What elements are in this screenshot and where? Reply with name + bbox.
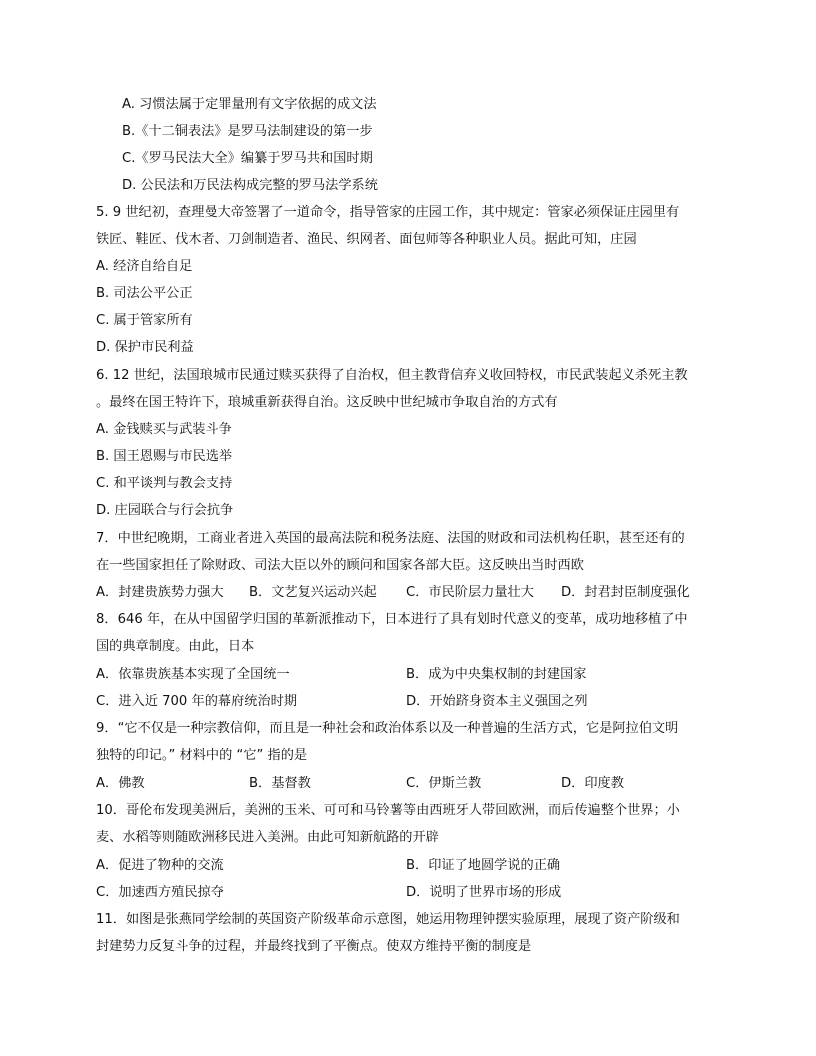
q5-option-b: B. 司法公平公正: [96, 286, 193, 301]
q8-option-a: A．依靠贵族基本实现了全国统一: [96, 667, 290, 682]
q9-option-a: A．佛教: [96, 776, 145, 791]
q7-option-a: A．封建贵族势力强大: [96, 585, 224, 600]
q9-option-c: C．伊斯兰教: [406, 776, 482, 791]
q9-option-d: D．印度教: [561, 776, 624, 791]
q8-stem-line2: 国的典章制度。由此，日本: [96, 639, 255, 654]
q6-option-c: C. 和平谈判与教会支持: [96, 476, 233, 491]
q5-option-d: D. 保护市民利益: [96, 340, 194, 355]
q11-stem-line1: 11．如图是张燕同学绘制的英国资产阶级革命示意图，她运用物理钟摆实验原理，展现了资产阶级和: [96, 912, 680, 927]
q10-option-d: D．说明了世界市场的形成: [406, 885, 562, 900]
q5-stem-line1: 5. 9 世纪初，查理曼大帝签署了一道命令，指导管家的庄园工作，其中规定：管家必须保证庄园里有: [96, 205, 680, 220]
q11-stem-line2: 封建势力反复斗争的过程，并最终找到了平衡点。使双方维持平衡的制度是: [96, 939, 532, 954]
q7-stem-line2: 在一些国家担任了除财政、司法大臣以外的顾问和国家各部大臣。这反映出当时西欧: [96, 558, 584, 573]
q10-stem-line2: 麦、水稻等则随欧洲移民进入美洲。由此可知新航路的开辟: [96, 830, 439, 845]
q6-option-a: A. 金钱赎买与武装斗争: [96, 422, 232, 437]
q6-stem-line2: 。最终在国王特许下，琅城重新获得自治。这反映中世纪城市争取自治的方式有: [96, 395, 558, 410]
q4-option-a: A. 习惯法属于定罪量刑有文字依据的成文法: [122, 97, 377, 112]
q10-stem-line1: 10．哥伦布发现美洲后，美洲的玉米、可可和马铃薯等由西班牙人带回欧洲，而后传遍整个世界；小: [96, 803, 680, 818]
q9-stem-line2: 独特的印记。” 材料中的 “它” 指的是: [96, 748, 308, 763]
q9-stem-line1: 9．“它不仅是一种宗教信仰，而且是一种社会和政治体系以及一种普遍的生活方式，它是阿拉伯文明: [96, 721, 679, 736]
q4-option-d: D. 公民法和万民法构成完整的罗马法学系统: [122, 178, 378, 193]
q8-option-b: B．成为中央集权制的封建国家: [406, 667, 587, 682]
q8-option-c: C．进入近 700 年的幕府统治时期: [96, 694, 298, 709]
q7-option-d: D．封君封臣制度强化: [561, 585, 690, 600]
q8-stem-line1: 8．646 年，在从中国留学归国的革新派推动下，日本进行了具有划时代意义的变革，成功地移植了中: [96, 612, 688, 627]
q5-stem-line2: 铁匠、鞋匠、伐木者、刀剑制造者、渔民、织网者、面包师等各种职业人员。据此可知，庄园: [96, 232, 637, 247]
q6-option-d: D. 庄园联合与行会抗争: [96, 503, 234, 518]
q7-option-c: C．市民阶层力量壮大: [406, 585, 534, 600]
q6-option-b: B. 国王恩赐与市民选举: [96, 449, 233, 464]
q5-option-c: C. 属于管家所有: [96, 313, 193, 328]
q10-option-b: B．印证了地圆学说的正确: [406, 858, 561, 873]
q4-option-b: B.《十二铜表法》是罗马法制建设的第一步: [122, 124, 373, 139]
q7-option-b: B．文艺复兴运动兴起: [249, 585, 377, 600]
q9-option-b: B．基督教: [249, 776, 311, 791]
q6-stem-line1: 6. 12 世纪，法国琅城市民通过赎买获得了自治权，但主教背信弃义收回特权，市民武装起义杀死主教: [96, 368, 688, 383]
q5-option-a: A. 经济自给自足: [96, 259, 193, 274]
q4-option-c: C.《罗马民法大全》编纂于罗马共和国时期: [122, 151, 373, 166]
q8-option-d: D．开始跻身资本主义强国之列: [406, 694, 588, 709]
q7-stem-line1: 7．中世纪晚期，工商业者进入英国的最高法院和税务法庭、法国的财政和司法机构任职，甚至还有的: [96, 531, 685, 546]
q10-option-a: A．促进了物种的交流: [96, 858, 224, 873]
q10-option-c: C．加速西方殖民掠夺: [96, 885, 224, 900]
